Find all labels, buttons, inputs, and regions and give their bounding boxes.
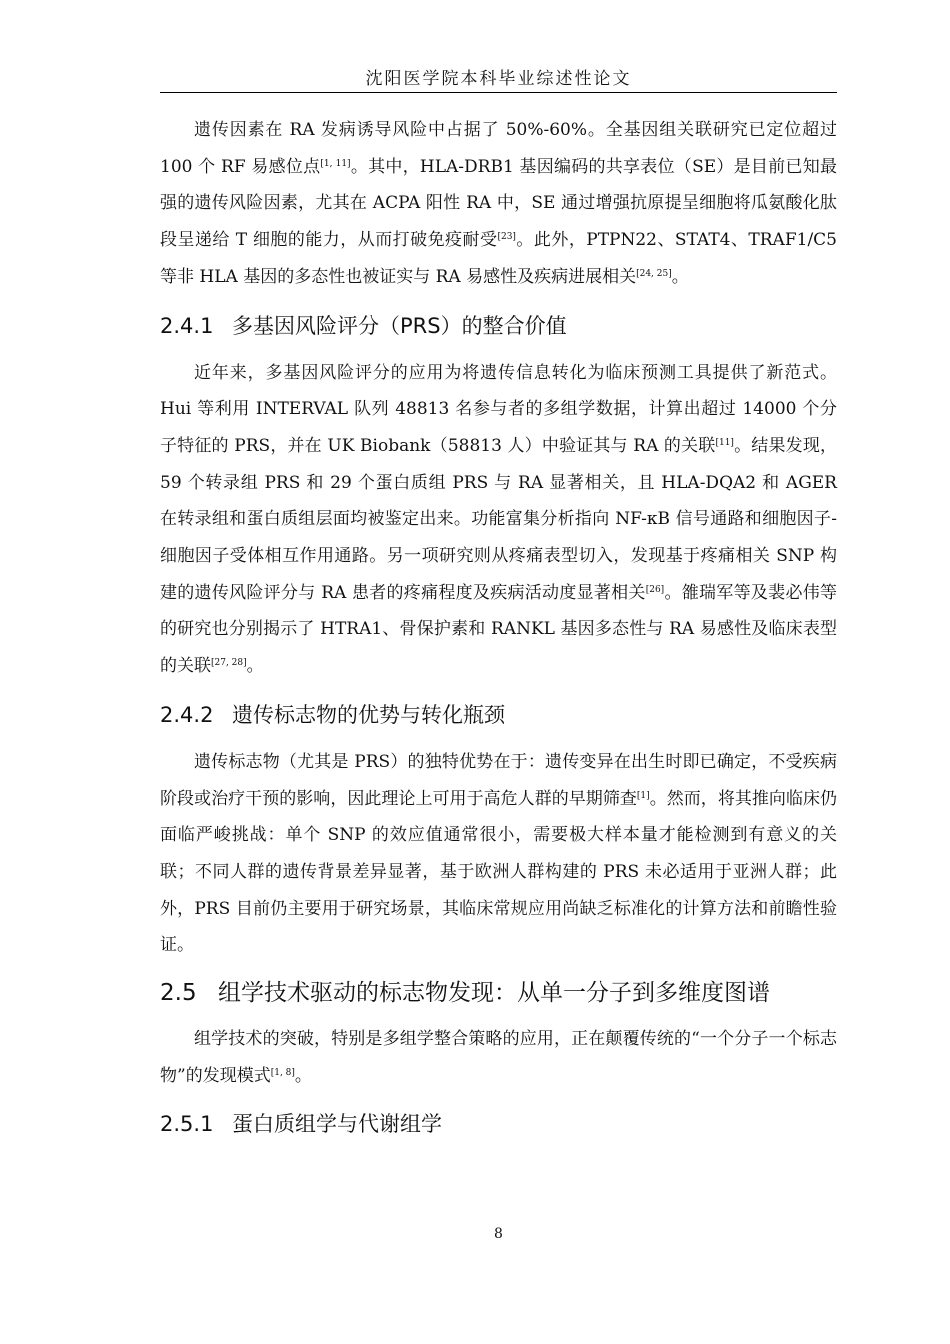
text-run: 。	[671, 266, 689, 287]
citation-ref: [1, 8]	[270, 1067, 295, 1078]
page-number: 8	[494, 1226, 503, 1242]
body-paragraph	[160, 355, 837, 685]
citation-ref: [1]	[636, 790, 650, 801]
citation-ref: [27, 28]	[211, 658, 247, 669]
section-title: 多基因风险评分（PRS）的整合价值	[232, 313, 567, 338]
text-run: 。然而，将其推向临床仍面临严峻挑战：单个 SNP 的效应值通常很小，需要极大样本量才能检测到有意义的关联；不同人群的遗传背景差异显著，基于欧洲人群构建的 PRS 未必适用于亚洲人群；此外，PRS 目前仍主要用于研究场景，其临床常规应用尚缺乏标准化的计算方法和前瞻性验证。	[160, 788, 838, 956]
section-title: 组学技术驱动的标志物发现：从单一分子到多维度图谱	[218, 980, 770, 1007]
body-paragraph	[160, 112, 837, 296]
text-run: 近年来，多基因风险评分的应用为将遗传信息转化为临床预测工具提供了新范式。Hui 等利用 INTERVAL 队列 48813 名参与者的多组学数据，计算出超过 14000 个分子特征的 PRS，并在 UK Biobank（58813 人）中验证其与 RA 的关联	[160, 362, 837, 456]
body-paragraph	[160, 744, 837, 964]
citation-ref: [11]	[715, 437, 734, 448]
section-number: 2.5.1	[160, 1112, 214, 1137]
header-rule	[160, 92, 837, 93]
text-run: 。	[246, 656, 264, 677]
section-heading	[160, 978, 837, 1008]
running-header: 沈阳医学院本科毕业综述性论文	[365, 69, 632, 89]
section-title: 蛋白质组学与代谢组学	[232, 1112, 442, 1137]
body-paragraph	[160, 1021, 837, 1094]
citation-ref: [23]	[497, 232, 516, 243]
citation-ref: [26]	[645, 584, 665, 595]
section-heading	[160, 312, 837, 340]
citation-ref: [1, 11]	[320, 158, 351, 169]
section-number: 2.5	[160, 980, 197, 1007]
text-run: 。此外，PTPN22、STAT4、TRAF1/C5 等非 HLA 基因的多态性也被证实与 RA 易感性及疾病进展相关	[160, 230, 837, 287]
section-heading	[160, 701, 837, 729]
text-run: 遗传标志物（尤其是 PRS）的独特优势在于：遗传变异在出生时即已确定，不受疾病阶段或治疗干预的影响，因此理论上可用于高危人群的早期筛查	[160, 751, 837, 809]
text-run: 。	[294, 1065, 312, 1086]
section-number: 2.4.1	[160, 313, 214, 338]
page-body	[160, 112, 837, 1153]
section-number: 2.4.2	[160, 702, 214, 727]
text-run: 遗传因素在 RA 发病诱导风险中占据了 50%-60%。全基因组关联研究已定位超过 100 个 RF 易感位点	[160, 120, 837, 177]
text-run: 。其中，HLA-DRB1 基因编码的共享表位（SE）是目前已知最强的遗传风险因素，尤其在 ACPA 阳性 RA 中，SE 通过增强抗原提呈细胞将瓜氨酸化肽段呈递给 T 细胞的能力，从而打破免疫耐受	[160, 156, 837, 251]
citation-ref: [24, 25]	[636, 268, 672, 279]
section-title: 遗传标志物的优势与转化瓶颈	[232, 702, 505, 727]
text-run: 。雒瑞军等及裴必伟等的研究也分别揭示了 HTRA1、骨保护素和 RANKL 基因多态性与 RA 易感性及临床表型的关联	[160, 582, 837, 677]
text-run: 。结果发现，59 个转录组 PRS 和 29 个蛋白质组 PRS 与 RA 显著相关，且 HLA-DQA2 和 AGER 在转录组和蛋白质组层面均被鉴定出来。功能富集分析指向 NF-κB 信号通路和细胞因子-细胞因子受体相互作用通路。另一项研究则从疼痛表型切入，发现基于疼痛相关 SNP 构建的遗传风险评分与 RA 患者的疼痛程度及疾病活动度显著相关	[160, 435, 837, 603]
section-heading	[160, 1110, 837, 1138]
text-run: 组学技术的突破，特别是多组学整合策略的应用，正在颠覆传统的“一个分子一个标志物”的发现模式	[160, 1029, 837, 1086]
